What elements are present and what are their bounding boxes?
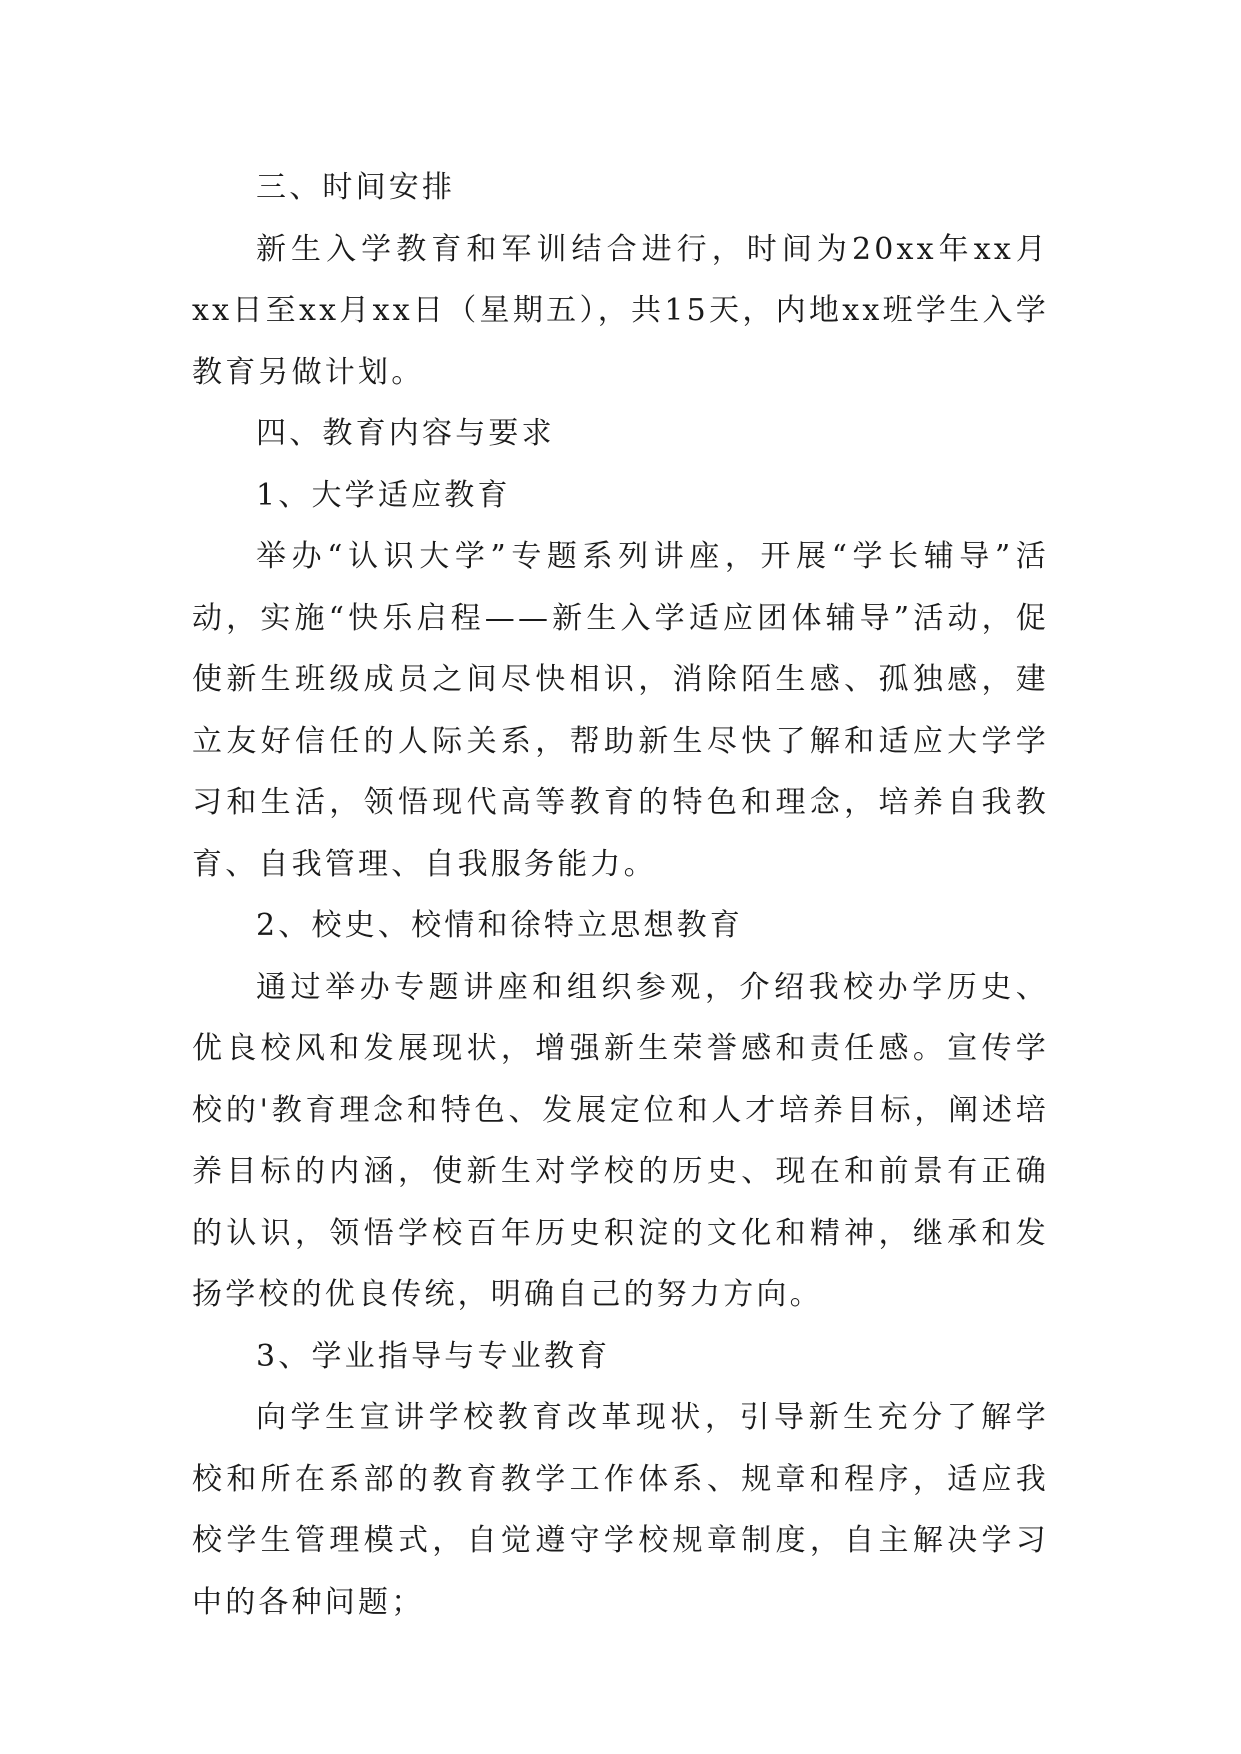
subheading-school-history: 2、校史、校情和徐特立思想教育 [256,908,744,943]
paragraph-adaptation: 举办“认识大学”专题系列讲座，开展“学长辅导”活动，实施“快乐启程——新生入学适应团体辅导”活动，促使新生班级成员之间尽快相识，消除陌生感、孤独感，建立友好信任的人际关系，帮助新生尽快了解和适应大学学习和生活，领悟现代高等教育的特色和理念，培养自我教育、自我管理、自我服务能力。 [192,539,1049,882]
subheading-adaptation: 1、大学适应教育 [256,477,511,513]
document-body [192,157,1049,1633]
section-heading-schedule: 三、时间安排 [256,170,456,205]
paragraph-schedule: 新生入学教育和军训结合进行，时间为20xx年xx月xx日至xx月xx日（星期五），共15天，内地xx班学生入学教育另做计划。 [192,231,1049,390]
section-heading-content: 四、教育内容与要求 [256,416,555,451]
subheading-academic-guidance: 3、学业指导与专业教育 [256,1338,611,1374]
paragraph-academic-guidance: 向学生宣讲学校教育改革现状，引导新生充分了解学校和所在系部的教育教学工作体系、规章和程序，适应我校学生管理模式，自觉遵守学校规章制度，自主解决学习中的各种问题； [192,1400,1049,1620]
paragraph-school-history: 通过举办专题讲座和组织参观，介绍我校办学历史、优良校风和发展现状，增强新生荣誉感和责任感。宣传学校的'教育理念和特色、发展定位和人才培养目标，阐述培养目标的内涵，使新生对学校的历史、现在和前景有正确的认识，领悟学校百年历史积淀的文化和精神，继承和发扬学校的优良传统，明确自己的努力方向。 [192,969,1049,1312]
